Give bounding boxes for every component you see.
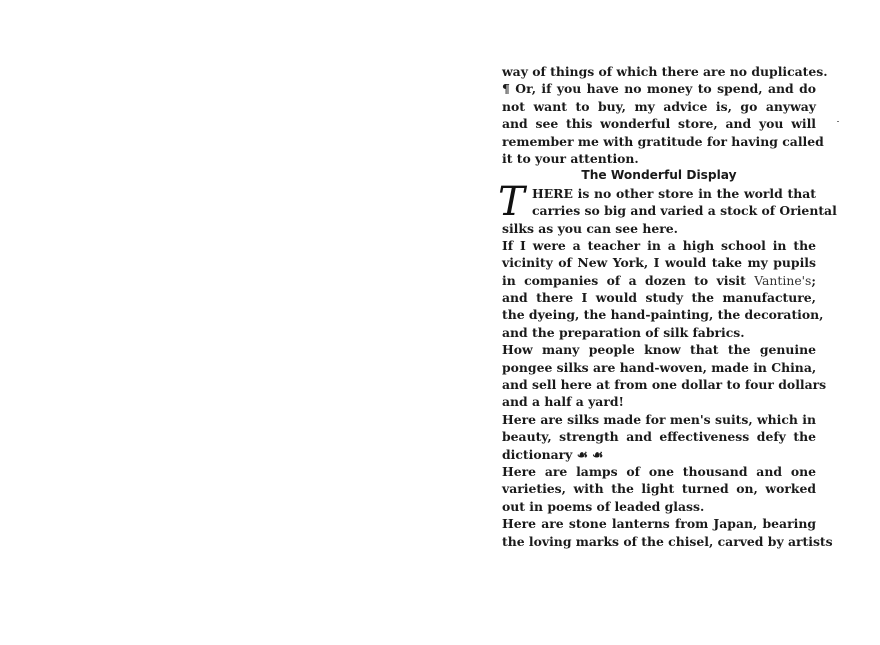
text-line [502,272,816,289]
store-name: Vantine's [754,272,812,288]
text-line: carries so big and varied a stock of Oriental [532,203,837,219]
text-line: How many people know that the genuine [502,342,816,358]
section-heading: The Wonderful Display [581,168,737,183]
text-line: the loving marks of the chisel, carved by artists [502,533,833,549]
text-column [498,63,837,550]
text-line: not want to buy, my advice is, go anyway [502,98,816,114]
text-fragment: in companies of a dozen to visit [502,272,755,288]
text-line: ¶ Or, if you have no money to spend, and do [502,81,816,97]
text-line: remember me with gratitude for having called [502,133,824,149]
text-line: and there I would study the manufacture, [502,290,816,306]
text-line: and see this wonderful store, and you will [502,116,816,132]
text-line: dictionary ☙ ☙ [502,446,604,462]
text-line: Here are lamps of one thousand and one [502,463,816,479]
text-line: and the preparation of silk fabrics. [502,324,745,340]
text-line: it to your attention. [502,150,639,166]
text-line: varieties, with the light turned on, worked [502,481,816,497]
text-line: If I were a teacher in a high school in the [502,237,816,253]
text-line: HERE is no other store in the world that [532,185,816,201]
text-line: and sell here at from one dollar to four dollars [502,377,827,393]
text-line: Here are silks made for men's suits, which in [502,411,816,427]
text-line: and a half a yard! [502,394,624,410]
text-line: Here are stone lanterns from Japan, bearing [502,516,816,532]
text-line: the dyeing, the hand-painting, the decoration, [502,307,824,323]
text-line: beauty, strength and effectiveness defy the [502,429,816,445]
drop-cap: T [498,179,525,225]
text-line: way of things of which there are no duplicates. [502,64,828,79]
ink-speck [837,121,839,122]
text-line: pongee silks are hand-woven, made in China, [502,359,817,375]
text-fragment: ; [811,272,816,288]
text-line: silks as you can see here. [502,220,678,236]
text-line: out in poems of leaded glass. [502,498,705,514]
text-line: vicinity of New York, I would take my pupils [502,255,816,271]
